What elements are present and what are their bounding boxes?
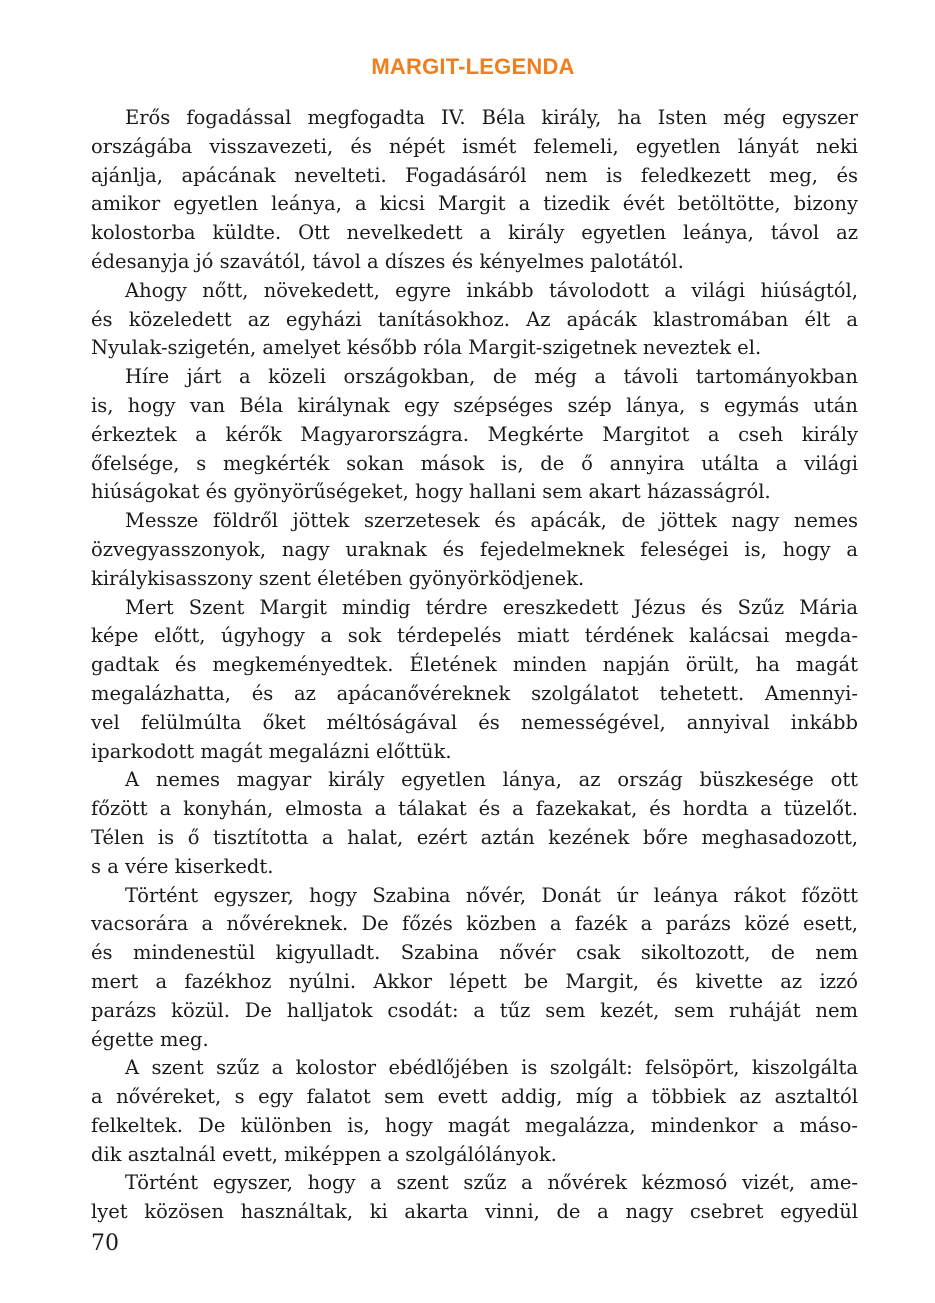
text-line: királykisasszony szent életében gyönyörködjenek. — [91, 566, 585, 590]
text-line: parázs közül. De halljatok csodát: a tűz sem kezét, sem ruháját nem — [91, 998, 858, 1022]
text-line: Nyulak-szigetén, amelyet később róla Margit-szigetnek neveztek el. — [91, 336, 762, 360]
text-line: édesanyja jó szavától, távol a díszes és kényelmes palotától. — [91, 249, 684, 273]
text-line: Történt egyszer, hogy a szent szűz a nővérek kézmosó vizét, ame- — [125, 1171, 858, 1195]
paragraph — [91, 1169, 858, 1227]
text-line: és közeledett az egyházi tanításokhoz. Az apácák klastromában élt a — [91, 307, 858, 331]
text-line: országába visszavezeti, és népét ismét felemeli, egyetlen lányát neki — [91, 134, 858, 158]
text-line: megalázhatta, és az apácanővéreknek szolgálatot tehetett. Amennyi- — [91, 681, 858, 705]
text-line: vacsorára a nővéreknek. De főzés közben a fazék a parázs közé esett, — [91, 912, 858, 936]
text-line: amikor egyetlen leánya, a kicsi Margit a tizedik évét betöltötte, bizony — [91, 192, 858, 216]
text-line: felkeltek. De különben is, hogy magát megalázza, mindenkor a máso- — [91, 1113, 858, 1137]
text-line: hiúságokat és gyönyörűségeket, hogy hallani sem akart házasságról. — [91, 480, 771, 504]
paragraph — [91, 882, 858, 1055]
text-line: égette meg. — [91, 1027, 209, 1051]
text-line: a nővéreket, s egy falatot sem evett addig, míg a többiek az asztaltól — [91, 1085, 858, 1109]
text-line: Híre járt a közeli országokban, de még a távoli tartományokban — [125, 365, 858, 389]
text-line: Mert Szent Margit mindig térdre ereszkedett Jézus és Szűz Mária — [125, 595, 858, 619]
page-number: 70 — [91, 1231, 119, 1256]
text-line: és mindenestül kigyulladt. Szabina nővér csak sikoltozott, de nem — [91, 941, 858, 965]
text-line: vel felülmúlta őket méltóságával és nemességével, annyival inkább — [91, 710, 858, 734]
text-line: Ahogy nőtt, növekedett, egyre inkább távolodott a világi hiúságtól, — [125, 278, 858, 302]
text-line: főzött a konyhán, elmosta a tálakat és a fazekakat, és hordta a tüzelőt. — [91, 797, 858, 821]
paragraph — [91, 363, 858, 507]
paragraph — [91, 594, 858, 767]
text-line: lyet közösen használtak, ki akarta vinni, de a nagy csebret egyedül — [91, 1200, 858, 1224]
text-line: dik asztalnál evett, miképpen a szolgálólányok. — [91, 1142, 557, 1166]
text-line: Történt egyszer, hogy Szabina nővér, Donát úr leánya rákot főzött — [125, 883, 858, 907]
paragraph — [91, 766, 858, 881]
text-line: képe előtt, úgyhogy a sok térdepelés miatt térdének kalácsai megda- — [91, 624, 858, 648]
text-line: ajánlja, apácának nevelteti. Fogadásáról nem is feledkezett meg, és — [91, 163, 858, 187]
text-line: őfelsége, s megkérték sokan mások is, de ő annyira utálta a világi — [91, 451, 858, 475]
text-line: iparkodott magát megalázni előttük. — [91, 739, 452, 763]
text-line: Erős fogadással megfogadta IV. Béla király, ha Isten még egyszer — [125, 106, 858, 129]
paragraph — [91, 1054, 858, 1169]
text-line: érkeztek a kérők Magyarországra. Megkérte Margitot a cseh király — [91, 422, 858, 446]
text-line: kolostorba küldte. Ott nevelkedett a király egyetlen leánya, távol az — [91, 221, 858, 245]
body-text — [91, 104, 858, 1227]
text-line: gadtak és megkeményedtek. Életének minden napján örült, ha magát — [91, 653, 858, 677]
paragraph — [91, 277, 858, 363]
text-line: özvegyasszonyok, nagy uraknak és fejedelmeknek feleségei is, hogy a — [91, 537, 858, 561]
text-line: A szent szűz a kolostor ebédlőjében is szolgált: felsöpört, kiszolgálta — [125, 1056, 858, 1080]
paragraph — [91, 507, 858, 593]
text-line: Télen is ő tisztította a halat, ezért aztán kezének bőre meghasadozott, — [91, 825, 858, 849]
text-line: s a vére kiserkedt. — [91, 854, 274, 878]
text-line: is, hogy van Béla királynak egy szépséges szép lánya, s egymás után — [91, 393, 858, 417]
text-line: A nemes magyar király egyetlen lánya, az ország büszkesége ott — [125, 768, 858, 792]
page-title: MARGIT-LEGENDA — [371, 54, 575, 79]
text-line: mert a fazékhoz nyúlni. Akkor lépett be Margit, és kivette az izzó — [91, 969, 858, 993]
text-line: Messze földről jöttek szerzetesek és apácák, de jöttek nagy nemes — [125, 509, 858, 533]
paragraph — [91, 104, 858, 277]
